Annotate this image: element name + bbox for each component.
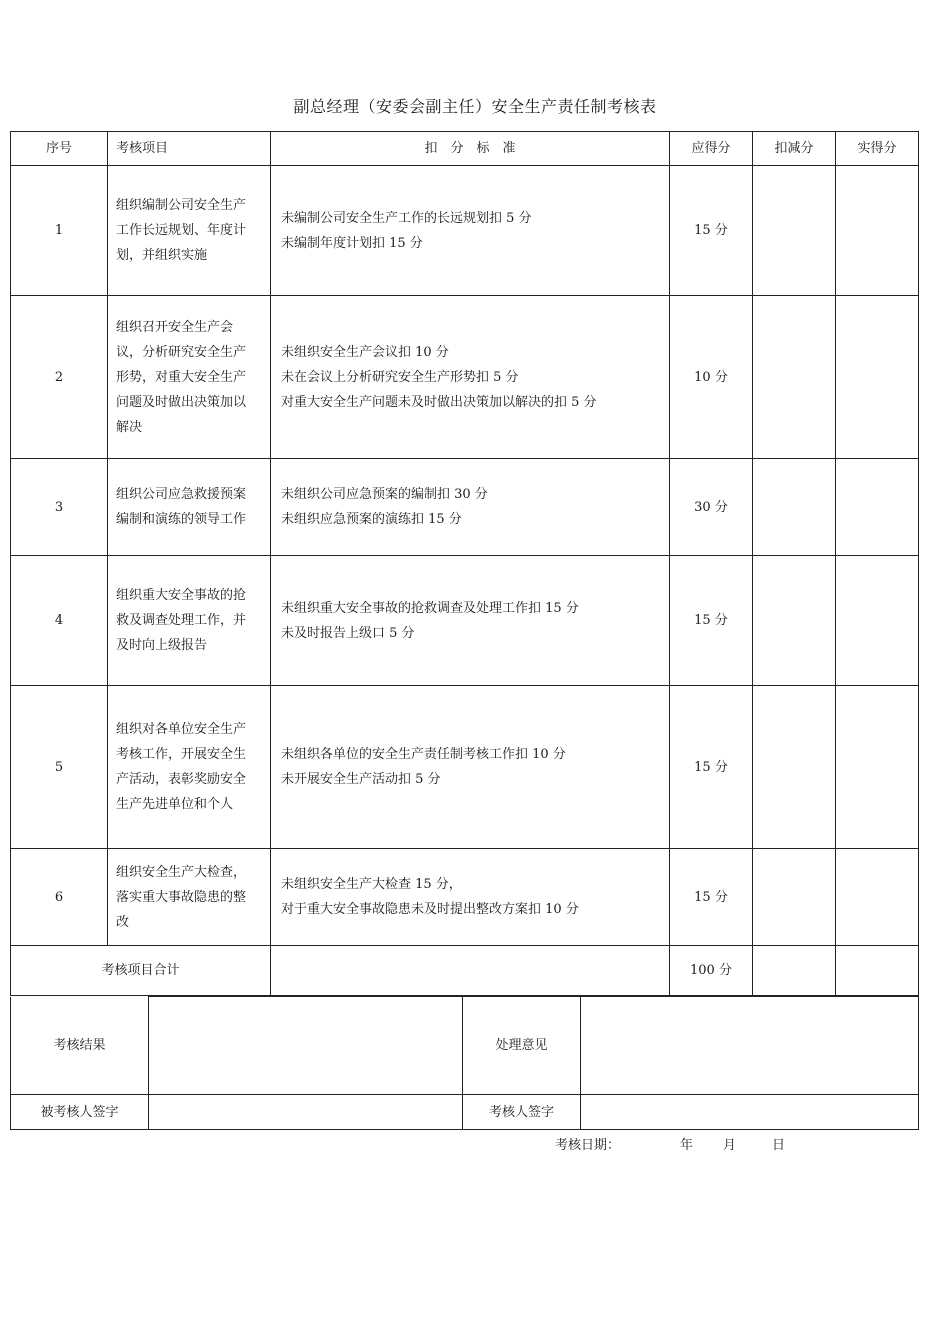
row-item-line: 工作长远规划、年度计 <box>116 223 247 238</box>
row-criteria-line: 未编制年度计划扣 15 分 <box>281 235 423 251</box>
total-deduct-cell[interactable] <box>753 946 836 996</box>
examinee-sign-label: 被考核人签字 <box>11 1095 149 1130</box>
row-seq: 2 <box>11 296 108 459</box>
row-due-score: 15 分 <box>670 686 753 849</box>
row-item-line: 改 <box>116 914 130 930</box>
examiner-sign-field[interactable] <box>581 1095 919 1130</box>
table-row <box>11 556 919 686</box>
row-criteria-line: 未组织各单位的安全生产责任制考核工作扣 10 分 <box>281 747 566 762</box>
row-deduct-cell[interactable] <box>753 166 836 296</box>
row-criteria-line: 未编制公司安全生产工作的长远规划扣 5 分 <box>281 210 532 226</box>
assessment-table <box>10 131 919 996</box>
row-criteria-line: 未组织应急预案的演练扣 15 分 <box>281 512 462 527</box>
row-item <box>108 556 271 686</box>
row-seq: 1 <box>11 166 108 296</box>
row-deduct-cell[interactable] <box>753 296 836 459</box>
row-criteria-line: 对重大安全生产问题未及时做出决策加以解决的扣 5 分 <box>281 394 597 410</box>
table-header-row <box>11 132 919 166</box>
row-item-line: 形势，对重大安全生产 <box>116 369 247 385</box>
opinion-label: 处理意见 <box>463 997 581 1095</box>
date-day: 日 <box>772 1138 786 1153</box>
result-field[interactable] <box>149 997 463 1095</box>
row-criteria-line: 未在会议上分析研究安全生产形势扣 5 分 <box>281 369 519 385</box>
header-criteria: 扣 分 标 准 <box>271 132 670 166</box>
row-item-line: 编制和演练的领导工作 <box>116 512 247 527</box>
row-deduct-cell[interactable] <box>753 556 836 686</box>
row-item-line: 组织公司应急救援预案 <box>116 487 247 502</box>
assessment-date <box>555 1134 785 1153</box>
signature-row <box>11 1095 919 1130</box>
row-criteria <box>271 849 670 946</box>
result-label: 考核结果 <box>11 997 149 1095</box>
row-item-line: 划，并组织实施 <box>116 248 208 263</box>
row-item-line: 问题及时做出决策加以 <box>116 394 247 410</box>
examiner-sign-label: 考核人签字 <box>463 1095 581 1130</box>
row-item-line: 解决 <box>116 419 143 435</box>
table-row <box>11 296 919 459</box>
row-actual-cell[interactable] <box>836 849 919 946</box>
header-seq: 序号 <box>11 132 108 166</box>
row-due-score: 15 分 <box>670 849 753 946</box>
row-seq: 4 <box>11 556 108 686</box>
row-actual-cell[interactable] <box>836 556 919 686</box>
row-due-score: 15 分 <box>670 166 753 296</box>
row-criteria-line: 未组织重大安全事故的抢救调查及处理工作扣 15 分 <box>281 600 579 616</box>
row-item-line: 生产先进单位和个人 <box>116 797 234 812</box>
row-item-line: 及时向上级报告 <box>116 638 208 653</box>
row-criteria <box>271 556 670 686</box>
row-deduct-cell[interactable] <box>753 849 836 946</box>
row-actual-cell[interactable] <box>836 296 919 459</box>
total-score: 100 分 <box>670 946 753 996</box>
row-criteria <box>271 296 670 459</box>
result-row <box>11 997 919 1095</box>
table-row <box>11 686 919 849</box>
row-criteria-line: 对于重大安全事故隐患未及时提出整改方案扣 10 分 <box>281 902 579 917</box>
table-row <box>11 849 919 946</box>
page-title: 副总经理（安委会副主任）安全生产责任制考核表 <box>293 97 657 116</box>
total-row <box>11 946 919 996</box>
row-item-line: 组织重大安全事故的抢 <box>116 588 247 603</box>
row-item <box>108 849 271 946</box>
header-actual-score: 实得分 <box>836 132 919 166</box>
row-criteria <box>271 166 670 296</box>
total-criteria-cell <box>271 946 670 996</box>
date-year: 年 <box>680 1138 694 1153</box>
table-row <box>11 166 919 296</box>
row-item-line: 组织对各单位安全生产 <box>116 722 247 737</box>
row-criteria <box>271 459 670 556</box>
row-item <box>108 166 271 296</box>
row-seq: 5 <box>11 686 108 849</box>
header-deduct-score: 扣减分 <box>753 132 836 166</box>
total-actual-cell[interactable] <box>836 946 919 996</box>
row-criteria-line: 未组织公司应急预案的编制扣 30 分 <box>281 487 488 502</box>
row-item-line: 考核工作，开展安全生 <box>116 747 247 762</box>
examinee-sign-field[interactable] <box>149 1095 463 1130</box>
row-criteria-line: 未组织安全生产会议扣 10 分 <box>281 344 449 360</box>
row-item-line: 组织安全生产大检查， <box>116 864 247 880</box>
row-criteria-line: 未组织安全生产大检查 15 分， <box>281 877 462 892</box>
row-due-score: 15 分 <box>670 556 753 686</box>
row-seq: 3 <box>11 459 108 556</box>
row-item <box>108 459 271 556</box>
signature-table <box>10 996 919 1130</box>
row-deduct-cell[interactable] <box>753 459 836 556</box>
row-criteria-line: 未开展安全生产活动扣 5 分 <box>281 772 441 787</box>
row-item-line: 组织召开安全生产会 <box>116 319 234 335</box>
row-item-line: 组织编制公司安全生产 <box>116 198 247 213</box>
row-actual-cell[interactable] <box>836 166 919 296</box>
row-item <box>108 686 271 849</box>
row-item-line: 议，分析研究安全生产 <box>116 344 247 360</box>
header-due-score: 应得分 <box>670 132 753 166</box>
row-actual-cell[interactable] <box>836 686 919 849</box>
header-item: 考核项目 <box>108 132 271 166</box>
row-actual-cell[interactable] <box>836 459 919 556</box>
date-label: 考核日期： <box>555 1138 621 1153</box>
row-due-score: 30 分 <box>670 459 753 556</box>
row-item <box>108 296 271 459</box>
opinion-field[interactable] <box>581 997 919 1095</box>
row-item-line: 救及调查处理工作，并 <box>116 613 247 628</box>
row-deduct-cell[interactable] <box>753 686 836 849</box>
row-item-line: 产活动，表彰奖励安全 <box>116 772 247 787</box>
total-label: 考核项目合计 <box>11 946 271 996</box>
row-criteria-line: 未及时报告上级口 5 分 <box>281 625 415 641</box>
row-criteria <box>271 686 670 849</box>
row-due-score: 10 分 <box>670 296 753 459</box>
table-row <box>11 459 919 556</box>
row-seq: 6 <box>11 849 108 946</box>
date-month: 月 <box>723 1138 737 1153</box>
row-item-line: 落实重大事故隐患的整 <box>116 889 247 905</box>
